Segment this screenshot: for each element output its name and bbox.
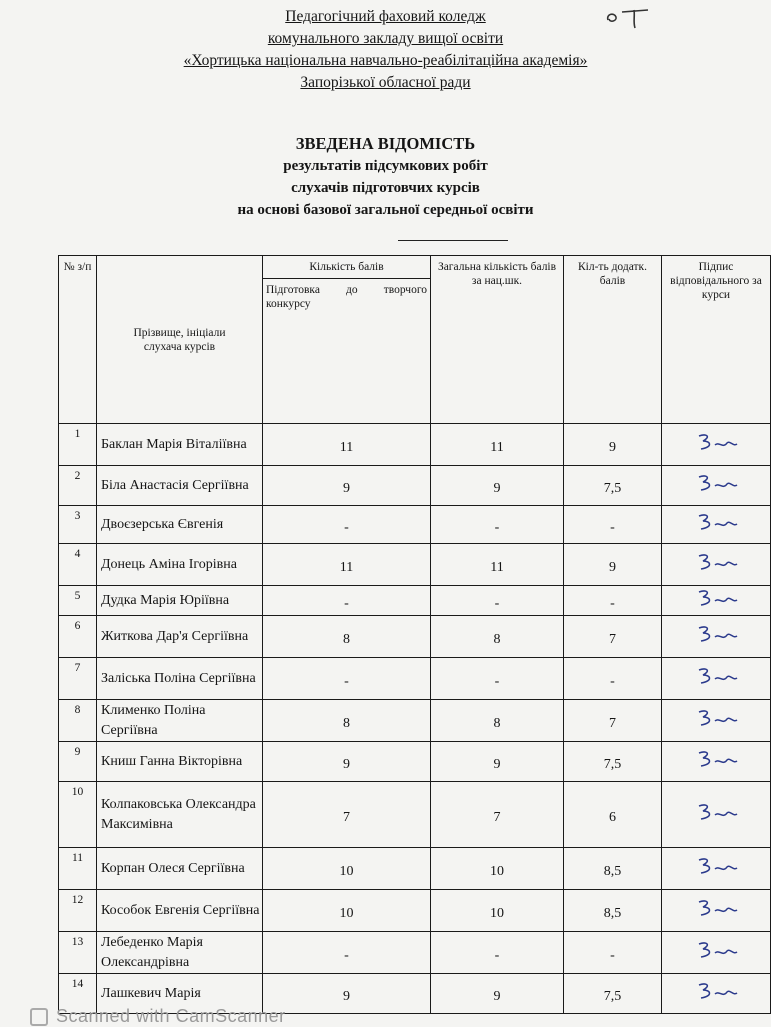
handwritten-signature-icon bbox=[693, 623, 739, 645]
table-row bbox=[59, 424, 771, 466]
handwritten-signature-icon bbox=[693, 855, 739, 877]
student-name: Лашкевич Марія bbox=[97, 974, 263, 1014]
row-number: 9 bbox=[59, 742, 97, 782]
additional-score: 8,5 bbox=[564, 890, 662, 932]
table-row bbox=[59, 700, 771, 742]
handwritten-signature-icon bbox=[693, 472, 739, 494]
row-number: 11 bbox=[59, 848, 97, 890]
signature-cell bbox=[662, 544, 771, 586]
organization-header bbox=[0, 6, 771, 94]
handwritten-signature-icon bbox=[693, 587, 739, 609]
signature-cell bbox=[662, 466, 771, 506]
creative-prep-score: 8 bbox=[263, 616, 431, 658]
additional-score: 7 bbox=[564, 616, 662, 658]
subtitle-line-1: результатів підсумкових робіт bbox=[283, 158, 488, 174]
signature-cell bbox=[662, 616, 771, 658]
signature-cell bbox=[662, 506, 771, 544]
creative-prep-score: 9 bbox=[263, 466, 431, 506]
row-number: 12 bbox=[59, 890, 97, 932]
creative-prep-score: 11 bbox=[263, 544, 431, 586]
additional-score: 9 bbox=[564, 544, 662, 586]
org-line-3: «Хортицька національна навчально-реабілітаційна академія» bbox=[183, 52, 588, 69]
header-additional: Кіл-ть додатк. балів bbox=[564, 256, 662, 424]
additional-score: 6 bbox=[564, 782, 662, 848]
additional-score: 9 bbox=[564, 424, 662, 466]
handwritten-signature-icon bbox=[693, 431, 739, 453]
national-total-score: - bbox=[431, 658, 564, 700]
row-number: 1 bbox=[59, 424, 97, 466]
table-row bbox=[59, 466, 771, 506]
national-total-score: - bbox=[431, 932, 564, 974]
national-total-score: 11 bbox=[431, 544, 564, 586]
signature-cell bbox=[662, 424, 771, 466]
creative-prep-score: - bbox=[263, 586, 431, 616]
creative-prep-score: 9 bbox=[263, 742, 431, 782]
creative-prep-score: 9 bbox=[263, 974, 431, 1014]
header-total-national: Загальна кількість балів за нац.шк. bbox=[431, 256, 564, 424]
row-number: 7 bbox=[59, 658, 97, 700]
header-number: № з/п bbox=[59, 256, 97, 424]
creative-prep-score: 10 bbox=[263, 848, 431, 890]
national-total-score: 8 bbox=[431, 616, 564, 658]
creative-prep-score: 7 bbox=[263, 782, 431, 848]
national-total-score: 9 bbox=[431, 974, 564, 1014]
additional-score: - bbox=[564, 506, 662, 544]
subtitle-line-3: на основі базової загальної середньої освіти bbox=[237, 202, 534, 218]
header-score-group: Кількість балів bbox=[263, 256, 431, 279]
signature-cell bbox=[662, 782, 771, 848]
table-row bbox=[59, 932, 771, 974]
header-name: Прізвище, ініціали слухача курсів bbox=[97, 256, 263, 424]
handwritten-signature-icon bbox=[693, 980, 739, 1002]
national-total-score: 9 bbox=[431, 466, 564, 506]
signature-cell bbox=[662, 932, 771, 974]
signature-cell bbox=[662, 658, 771, 700]
creative-prep-score: 11 bbox=[263, 424, 431, 466]
table-row bbox=[59, 890, 771, 932]
results-table bbox=[58, 255, 771, 1014]
table-row bbox=[59, 742, 771, 782]
signature-cell bbox=[662, 700, 771, 742]
national-total-score: 10 bbox=[431, 890, 564, 932]
student-name: Дудка Марія Юріївна bbox=[97, 586, 263, 616]
handwritten-signature-icon bbox=[693, 748, 739, 770]
signature-cell bbox=[662, 848, 771, 890]
org-line-1: Педагогічний фаховий коледж bbox=[285, 8, 486, 25]
additional-score: 7 bbox=[564, 700, 662, 742]
creative-prep-score: 8 bbox=[263, 700, 431, 742]
additional-score: - bbox=[564, 586, 662, 616]
handwritten-signature-icon bbox=[693, 665, 739, 687]
document-title-block bbox=[0, 132, 771, 221]
creative-prep-score: - bbox=[263, 658, 431, 700]
signature-cell bbox=[662, 974, 771, 1014]
header-creative-prep: Підготовка до творчого конкурсу bbox=[263, 279, 431, 424]
national-total-score: 9 bbox=[431, 742, 564, 782]
handwritten-signature-icon bbox=[693, 551, 739, 573]
handwritten-signature-icon bbox=[693, 707, 739, 729]
creative-prep-score: - bbox=[263, 506, 431, 544]
national-total-score: 7 bbox=[431, 782, 564, 848]
org-line-2: комунального закладу вищої освіти bbox=[267, 30, 504, 47]
national-total-score: 11 bbox=[431, 424, 564, 466]
student-name: Корпан Олеся Сергіївна bbox=[97, 848, 263, 890]
row-number: 13 bbox=[59, 932, 97, 974]
student-name: Колпаковська Олександра Максимівна bbox=[97, 782, 263, 848]
student-name: Баклан Марія Віталіївна bbox=[97, 424, 263, 466]
row-number: 6 bbox=[59, 616, 97, 658]
student-name: Двоєзерська Євгенія bbox=[97, 506, 263, 544]
national-total-score: - bbox=[431, 586, 564, 616]
row-number: 5 bbox=[59, 586, 97, 616]
subtitle-line-2: слухачів підготовчих курсів bbox=[291, 180, 480, 196]
document-title: ЗВЕДЕНА ВІДОМІСТЬ bbox=[295, 134, 476, 153]
national-total-score: 8 bbox=[431, 700, 564, 742]
watermark-text: Scanned with CamScanner bbox=[56, 1006, 286, 1026]
table-row bbox=[59, 616, 771, 658]
student-name: Житкова Дар'я Сергіївна bbox=[97, 616, 263, 658]
table-row bbox=[59, 586, 771, 616]
header-signature: Підпис відповідального за курси bbox=[662, 256, 771, 424]
national-total-score: 10 bbox=[431, 848, 564, 890]
creative-prep-score: - bbox=[263, 932, 431, 974]
student-name: Кособок Евгенія Сергіївна bbox=[97, 890, 263, 932]
student-name: Біла Анастасія Сергіївна bbox=[97, 466, 263, 506]
handwritten-signature-icon bbox=[693, 511, 739, 533]
national-total-score: - bbox=[431, 506, 564, 544]
table-row bbox=[59, 658, 771, 700]
signature-cell bbox=[662, 586, 771, 616]
table-row bbox=[59, 506, 771, 544]
student-name: Заліська Поліна Сергіївна bbox=[97, 658, 263, 700]
signature-cell bbox=[662, 742, 771, 782]
student-name: Книш Ганна Вікторівна bbox=[97, 742, 263, 782]
additional-score: - bbox=[564, 932, 662, 974]
row-number: 2 bbox=[59, 466, 97, 506]
additional-score: 7,5 bbox=[564, 466, 662, 506]
handwritten-signature-icon bbox=[693, 801, 739, 823]
student-name: Клименко Поліна Сергіївна bbox=[97, 700, 263, 742]
row-number: 10 bbox=[59, 782, 97, 848]
table-row bbox=[59, 544, 771, 586]
org-line-4: Запорізької обласної ради bbox=[300, 74, 471, 91]
student-name: Лебеденко Марія Олександрівна bbox=[97, 932, 263, 974]
student-name: Донець Аміна Ігорівна bbox=[97, 544, 263, 586]
signature-cell bbox=[662, 890, 771, 932]
row-number: 14 bbox=[59, 974, 97, 1014]
title-underline bbox=[398, 240, 508, 241]
table-row bbox=[59, 848, 771, 890]
row-number: 8 bbox=[59, 700, 97, 742]
creative-prep-score: 10 bbox=[263, 890, 431, 932]
handwritten-signature-icon bbox=[693, 939, 739, 961]
additional-score: - bbox=[564, 658, 662, 700]
handwritten-signature-icon bbox=[693, 897, 739, 919]
row-number: 3 bbox=[59, 506, 97, 544]
additional-score: 8,5 bbox=[564, 848, 662, 890]
additional-score: 7,5 bbox=[564, 974, 662, 1014]
table-row bbox=[59, 782, 771, 848]
additional-score: 7,5 bbox=[564, 742, 662, 782]
row-number: 4 bbox=[59, 544, 97, 586]
